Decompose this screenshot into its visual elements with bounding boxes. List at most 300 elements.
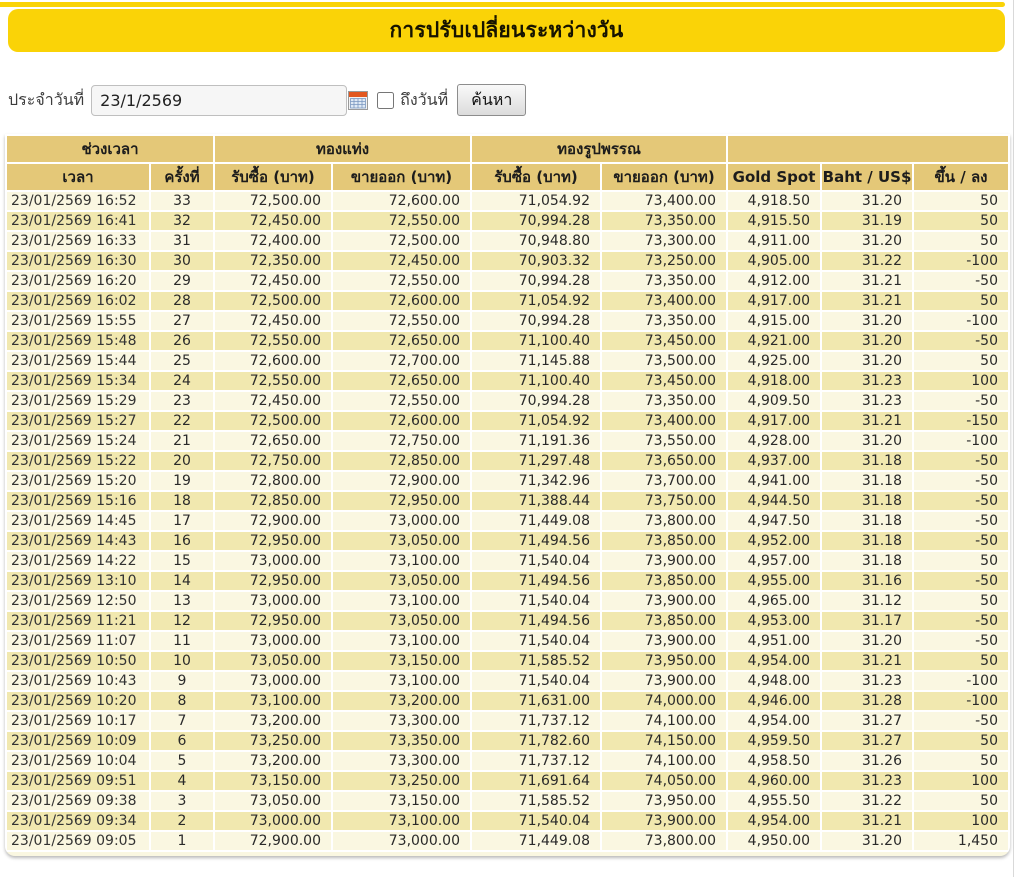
cell: 23/01/2569 09:05 [7,832,149,850]
table-row [7,292,1008,310]
cell: 73,350.00 [602,272,726,290]
table-row [7,552,1008,570]
cell: 4,952.00 [728,532,820,550]
cell: 17 [151,512,213,530]
table-row [7,732,1008,750]
date-search-form [8,83,526,117]
cell: 31.23 [822,672,912,690]
cell: 31.20 [822,632,912,650]
table-row [7,312,1008,330]
cell: 73,100.00 [333,812,470,830]
cell: 31.17 [822,612,912,630]
cell: 73,100.00 [333,552,470,570]
cell: 71,540.04 [472,592,600,610]
cell: 31.20 [822,192,912,210]
table-row [7,692,1008,710]
column-header: ครั้งที่ [151,164,213,190]
cell: 33 [151,192,213,210]
cell: 73,150.00 [333,652,470,670]
cell: -100 [914,312,1008,330]
cell: 4,951.00 [728,632,820,650]
page-right-border [1013,0,1014,877]
cell: 71,054.92 [472,292,600,310]
cell: 8 [151,692,213,710]
cell: 73,450.00 [602,332,726,350]
table-row [7,212,1008,230]
cell: 100 [914,372,1008,390]
cell: 4,954.00 [728,712,820,730]
column-header: ขายออก (บาท) [602,164,726,190]
to-date-checkbox[interactable] [377,92,394,109]
cell: 23/01/2569 15:29 [7,392,149,410]
cell: 72,650.00 [333,372,470,390]
cell: 50 [914,352,1008,370]
cell: 9 [151,672,213,690]
cell: 4,947.50 [728,512,820,530]
cell: 31.21 [822,652,912,670]
cell: 73,950.00 [602,792,726,810]
table-row [7,672,1008,690]
cell: 73,900.00 [602,552,726,570]
cell: 73,350.00 [333,732,470,750]
group-header-row [7,136,1008,162]
page-title: การปรับเปลี่ยนระหว่างวัน [8,9,1005,52]
table-row [7,612,1008,630]
cell: 70,994.28 [472,312,600,330]
cell: 21 [151,432,213,450]
cell: 4,958.50 [728,752,820,770]
cell: 74,150.00 [602,732,726,750]
column-header-row [7,164,1008,190]
cell: 23/01/2569 11:21 [7,612,149,630]
cell: 23/01/2569 15:16 [7,492,149,510]
cell: 31.22 [822,252,912,270]
cell: 16 [151,532,213,550]
cell: 31.21 [822,292,912,310]
cell: 72,950.00 [215,612,331,630]
column-header: Baht / US$ [822,164,912,190]
cell: 31.18 [822,452,912,470]
cell: 50 [914,192,1008,210]
cell: 4,911.00 [728,232,820,250]
cell: 31.22 [822,792,912,810]
cell: 23/01/2569 14:43 [7,532,149,550]
cell: 73,250.00 [333,772,470,790]
table-row [7,232,1008,250]
cell: 74,100.00 [602,752,726,770]
cell: 50 [914,552,1008,570]
cell: 70,994.28 [472,392,600,410]
cell: 4,917.00 [728,412,820,430]
cell: 23/01/2569 15:27 [7,412,149,430]
cell: 71,585.52 [472,792,600,810]
cell: 31.18 [822,512,912,530]
table-row [7,472,1008,490]
cell: 71,691.64 [472,772,600,790]
cell: 31.20 [822,232,912,250]
cell: 73,950.00 [602,652,726,670]
cell: 23/01/2569 14:45 [7,512,149,530]
cell: 31.18 [822,552,912,570]
cell: 73,400.00 [602,192,726,210]
cell: 73,200.00 [215,752,331,770]
cell: 23/01/2569 12:50 [7,592,149,610]
cell: 23 [151,392,213,410]
cell: 71,494.56 [472,572,600,590]
cell: 72,850.00 [215,492,331,510]
cell: 72,650.00 [215,432,331,450]
cell: 23/01/2569 15:44 [7,352,149,370]
cell: 73,150.00 [215,772,331,790]
column-header: รับซื้อ (บาท) [472,164,600,190]
cell: 23/01/2569 09:51 [7,772,149,790]
cell: 71,449.08 [472,512,600,530]
cell: 72,500.00 [333,232,470,250]
cell: 23/01/2569 15:48 [7,332,149,350]
cell: 71,631.00 [472,692,600,710]
cell: -50 [914,532,1008,550]
price-table-head [7,136,1008,190]
column-header: ขายออก (บาท) [333,164,470,190]
cell: 73,900.00 [602,812,726,830]
cell: 73,100.00 [215,692,331,710]
cell: 73,000.00 [215,592,331,610]
to-date-label: ถึงวันที่ [400,89,449,109]
cell: 31.28 [822,692,912,710]
cell: 23/01/2569 16:52 [7,192,149,210]
cell: 100 [914,772,1008,790]
cell: 31.18 [822,532,912,550]
cell: 4,959.50 [728,732,820,750]
cell: -100 [914,672,1008,690]
cell: 23/01/2569 15:34 [7,372,149,390]
cell: 28 [151,292,213,310]
cell: 72,600.00 [215,352,331,370]
cell: 31.21 [822,412,912,430]
column-header: Gold Spot [728,164,820,190]
cell: 72,750.00 [215,452,331,470]
cell: 73,850.00 [602,612,726,630]
cell: 4,946.00 [728,692,820,710]
cell: 23/01/2569 15:24 [7,432,149,450]
cell: 4,928.00 [728,432,820,450]
cell: 72,800.00 [215,472,331,490]
cell: 31.27 [822,732,912,750]
table-row [7,632,1008,650]
group-header [728,136,1008,162]
cell: 4,957.00 [728,552,820,570]
cell: -100 [914,692,1008,710]
cell: 73,450.00 [602,372,726,390]
cell: 71,388.44 [472,492,600,510]
cell: -50 [914,492,1008,510]
table-row [7,492,1008,510]
cell: 73,700.00 [602,472,726,490]
cell: 73,000.00 [215,552,331,570]
cell: 71,191.36 [472,432,600,450]
cell: 23/01/2569 16:30 [7,252,149,270]
cell: 72,450.00 [215,272,331,290]
cell: 73,000.00 [333,832,470,850]
cell: 73,550.00 [602,432,726,450]
cell: 23/01/2569 15:55 [7,312,149,330]
cell: 1,450 [914,832,1008,850]
cell: 31.16 [822,572,912,590]
cell: 71,540.04 [472,632,600,650]
cell: 73,250.00 [602,252,726,270]
cell: 12 [151,612,213,630]
cell: 73,200.00 [215,712,331,730]
cell: 73,300.00 [333,712,470,730]
cell: 3 [151,792,213,810]
cell: 73,350.00 [602,312,726,330]
cell: -50 [914,392,1008,410]
cell: 50 [914,232,1008,250]
cell: 71,540.04 [472,812,600,830]
cell: 4,909.50 [728,392,820,410]
cell: 71,297.48 [472,452,600,470]
cell: 23/01/2569 15:22 [7,452,149,470]
table-row [7,792,1008,810]
cell: 72,450.00 [215,212,331,230]
cell: 71,449.08 [472,832,600,850]
cell: 74,100.00 [602,712,726,730]
cell: 72,600.00 [333,192,470,210]
cell: 2 [151,812,213,830]
table-row [7,572,1008,590]
cell: 4,918.50 [728,192,820,210]
cell: -50 [914,632,1008,650]
cell: 71,100.40 [472,332,600,350]
cell: 50 [914,652,1008,670]
cell: 4,921.00 [728,332,820,350]
cell: 73,050.00 [333,572,470,590]
cell: 73,900.00 [602,672,726,690]
cell: 72,400.00 [215,232,331,250]
cell: 23/01/2569 16:20 [7,272,149,290]
cell: 4,917.00 [728,292,820,310]
cell: 72,850.00 [333,452,470,470]
cell: 73,750.00 [602,492,726,510]
table-row [7,272,1008,290]
cell: 73,200.00 [333,692,470,710]
date-label: ประจำวันที่ [8,89,85,109]
cell: 4,965.00 [728,592,820,610]
cell: -100 [914,432,1008,450]
cell: 23/01/2569 09:38 [7,792,149,810]
cell: 4,953.00 [728,612,820,630]
cell: 23/01/2569 09:34 [7,812,149,830]
cell: 70,903.32 [472,252,600,270]
cell: 73,050.00 [333,612,470,630]
cell: 11 [151,632,213,650]
cell: 73,050.00 [333,532,470,550]
cell: 31.20 [822,832,912,850]
table-row [7,332,1008,350]
cell: 31.20 [822,312,912,330]
cell: 23/01/2569 10:20 [7,692,149,710]
cell: -100 [914,252,1008,270]
cell: 31.23 [822,372,912,390]
cell: 72,900.00 [333,472,470,490]
table-row [7,452,1008,470]
cell: 13 [151,592,213,610]
cell: 23/01/2569 10:43 [7,672,149,690]
cell: 71,540.04 [472,552,600,570]
cell: 71,585.52 [472,652,600,670]
table-row [7,712,1008,730]
cell: 31 [151,232,213,250]
cell: 23/01/2569 14:22 [7,552,149,570]
column-header: ขึ้น / ลง [914,164,1008,190]
cell: 72,450.00 [215,312,331,330]
cell: 1 [151,832,213,850]
cell: 23/01/2569 16:02 [7,292,149,310]
cell: -50 [914,472,1008,490]
cell: 31.21 [822,272,912,290]
date-input[interactable] [91,85,347,116]
cell: -50 [914,712,1008,730]
cell: 73,800.00 [602,512,726,530]
cell: 4,918.00 [728,372,820,390]
cell: 4,960.00 [728,772,820,790]
cell: 72,600.00 [333,412,470,430]
cell: 4,912.00 [728,272,820,290]
cell: 72,550.00 [215,332,331,350]
cell: 72,550.00 [333,392,470,410]
cell: 27 [151,312,213,330]
cell: 4,915.00 [728,312,820,330]
cell: 71,494.56 [472,612,600,630]
cell: 14 [151,572,213,590]
cell: 23/01/2569 10:04 [7,752,149,770]
column-header: รับซื้อ (บาท) [215,164,331,190]
cell: 73,400.00 [602,292,726,310]
table-row [7,252,1008,270]
cell: 73,850.00 [602,532,726,550]
cell: 70,948.80 [472,232,600,250]
cell: 73,900.00 [602,632,726,650]
top-accent-strip [0,2,1005,7]
table-row [7,512,1008,530]
cell: 72,950.00 [333,492,470,510]
cell: 10 [151,652,213,670]
cell: 72,500.00 [215,192,331,210]
table-row [7,352,1008,370]
cell: 26 [151,332,213,350]
cell: 72,950.00 [215,532,331,550]
cell: 71,540.04 [472,672,600,690]
cell: 70,994.28 [472,272,600,290]
cell: 50 [914,792,1008,810]
cell: 19 [151,472,213,490]
cell: 73,800.00 [602,832,726,850]
cell: 73,050.00 [215,792,331,810]
table-row [7,392,1008,410]
cell: 23/01/2569 11:07 [7,632,149,650]
cell: 50 [914,732,1008,750]
cell: 31.20 [822,332,912,350]
cell: 72,900.00 [215,832,331,850]
cell: 72,500.00 [215,412,331,430]
cell: 73,000.00 [215,812,331,830]
cell: 100 [914,812,1008,830]
cell: -50 [914,272,1008,290]
table-row [7,652,1008,670]
cell: 22 [151,412,213,430]
cell: -50 [914,512,1008,530]
cell: 71,145.88 [472,352,600,370]
cell: 4,944.50 [728,492,820,510]
cell: 73,050.00 [215,652,331,670]
calendar-icon[interactable] [348,91,368,110]
cell: 72,550.00 [333,272,470,290]
table-row [7,592,1008,610]
table-row [7,752,1008,770]
cell: 72,450.00 [215,392,331,410]
cell: 4,955.50 [728,792,820,810]
cell: 72,350.00 [215,252,331,270]
cell: 23/01/2569 13:10 [7,572,149,590]
cell: 73,300.00 [602,232,726,250]
cell: 73,400.00 [602,412,726,430]
cell: 73,350.00 [602,212,726,230]
column-header: เวลา [7,164,149,190]
price-table [5,134,1010,852]
cell: 50 [914,752,1008,770]
cell: 23/01/2569 10:50 [7,652,149,670]
group-header: ทองรูปพรรณ [472,136,726,162]
cell: 72,450.00 [333,252,470,270]
table-row [7,532,1008,550]
cell: 73,250.00 [215,732,331,750]
cell: 23/01/2569 16:41 [7,212,149,230]
cell: 24 [151,372,213,390]
cell: 31.18 [822,472,912,490]
table-row [7,372,1008,390]
cell: -50 [914,612,1008,630]
cell: 23/01/2569 10:17 [7,712,149,730]
cell: 31.18 [822,492,912,510]
cell: 31.27 [822,712,912,730]
cell: 73,150.00 [333,792,470,810]
cell: 71,737.12 [472,712,600,730]
cell: 50 [914,212,1008,230]
cell: -50 [914,452,1008,470]
cell: 73,000.00 [333,512,470,530]
cell: 31.20 [822,352,912,370]
cell: 5 [151,752,213,770]
cell: 72,550.00 [333,212,470,230]
cell: 31.23 [822,772,912,790]
cell: 7 [151,712,213,730]
search-button[interactable]: ค้นหา [457,84,526,116]
cell: 72,500.00 [215,292,331,310]
cell: 32 [151,212,213,230]
cell: 31.23 [822,392,912,410]
table-row [7,832,1008,850]
cell: 31.20 [822,432,912,450]
cell: 6 [151,732,213,750]
cell: 72,750.00 [333,432,470,450]
cell: 70,994.28 [472,212,600,230]
price-table-container [5,134,1010,856]
cell: 4,948.00 [728,672,820,690]
cell: 73,100.00 [333,632,470,650]
cell: 31.26 [822,752,912,770]
cell: 71,782.60 [472,732,600,750]
cell: 4,950.00 [728,832,820,850]
